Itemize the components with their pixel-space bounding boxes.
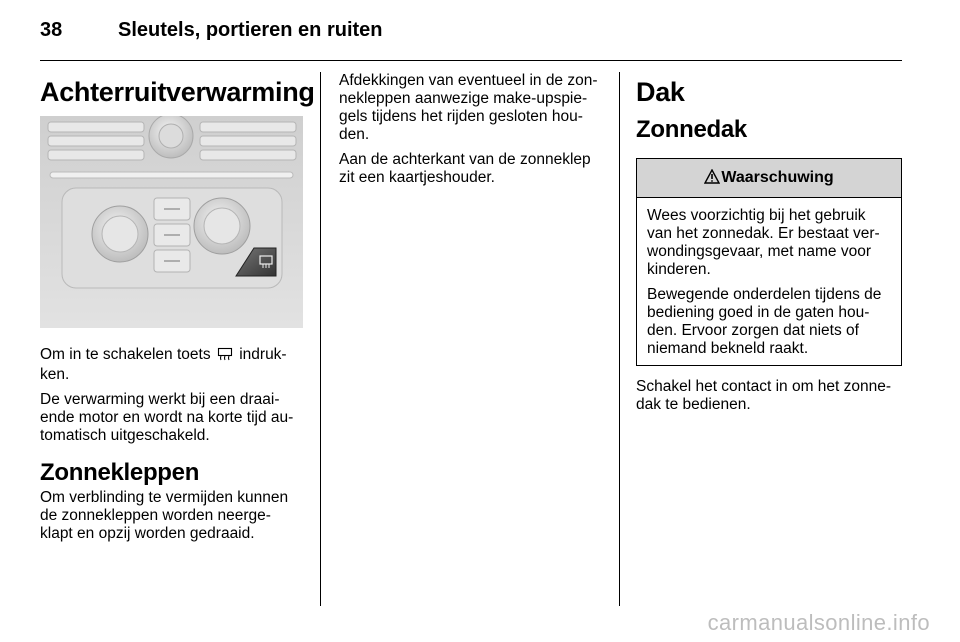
paragraph-sun-visors: Om verblinding te vermijden kunnen de zonnekleppen worden neerge-klapt en opzij worden gedraaid. bbox=[40, 489, 289, 542]
paragraph-defrost-instruction: Om in te schakelen toets indruk-ken. bbox=[40, 346, 287, 383]
climate-control-panel-image bbox=[40, 116, 303, 328]
paragraph-sunroof-ignition: Schakel het contact in om het zonne-dak te bedienen. bbox=[636, 378, 892, 413]
warning-triangle-icon bbox=[704, 169, 720, 188]
subheading-zonnekleppen: Zonnekleppen bbox=[40, 459, 200, 486]
page-number: 38 bbox=[40, 18, 63, 41]
column-2 bbox=[339, 72, 604, 194]
paragraph-makeup-mirrors: Afdekkingen van eventueel in de zon-nekleppen aanwezige make-upspie-gels tijdens het rijden gesloten hou-den. bbox=[339, 72, 598, 143]
warning-paragraph-2: Bewegende onderdelen tijdens de bediening goed in de gaten hou-den. Ervoor zorgen dat niets of niemand bekneld raakt. bbox=[647, 286, 882, 357]
header-rule bbox=[40, 60, 902, 61]
rear-window-defrost-icon bbox=[217, 347, 233, 366]
subheading-zonnedak: Zonnedak bbox=[636, 116, 747, 143]
paragraph-card-holder: Aan de achterkant van de zonneklep zit een kaartjeshouder. bbox=[339, 151, 591, 186]
section-heading-achterruitverwarming: Achterruitverwarming bbox=[40, 77, 315, 107]
warning-title: Waarschuwing bbox=[721, 169, 834, 186]
warning-box bbox=[636, 158, 902, 366]
section-heading-dak: Dak bbox=[636, 77, 685, 107]
paragraph-defrost-behaviour: De verwarming werkt bij een draai-ende motor en wordt na korte tijd au-tomatisch uitgeschakeld. bbox=[40, 391, 294, 444]
warning-body bbox=[637, 198, 901, 365]
column-divider-2 bbox=[619, 72, 620, 606]
page-header bbox=[40, 18, 383, 42]
watermark: carmanualsonline.info bbox=[707, 610, 930, 635]
column-3 bbox=[636, 72, 902, 421]
column-1 bbox=[40, 72, 315, 550]
warning-header bbox=[637, 159, 901, 198]
warning-paragraph-1: Wees voorzichtig bij het gebruik van het zonnedak. Er bestaat ver-wondingsgevaar, met name voor kinderen. bbox=[647, 207, 880, 278]
running-title: Sleutels, portieren en ruiten bbox=[118, 18, 383, 41]
climate-panel-illustration bbox=[40, 116, 303, 328]
column-divider-1 bbox=[320, 72, 321, 606]
